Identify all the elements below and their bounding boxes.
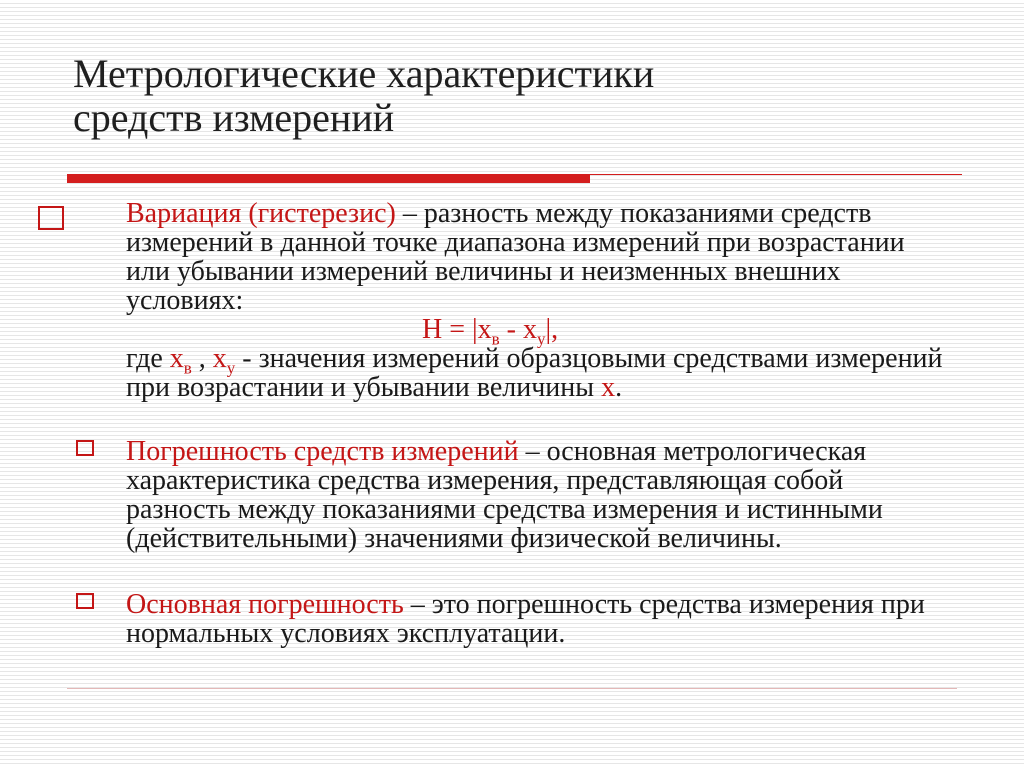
where-description: - значения измерений образцовыми средствами измерений при возрастании и убывании величины: [126, 343, 943, 403]
term-basic-error: Основная погрешность: [126, 589, 404, 620]
title-underline-thick: [67, 174, 590, 183]
title-underline-thin: [590, 174, 962, 175]
square-bullet-icon: [76, 440, 94, 456]
where-x1: x: [169, 343, 184, 374]
where-sep: ,: [191, 343, 213, 374]
footer-rule: [67, 688, 957, 689]
where-x2-sub: у: [226, 358, 236, 378]
slide-title-line-1: Метрологические характеристики: [73, 51, 655, 96]
where-x2: x: [212, 343, 227, 374]
definition-error: – основная метрологическая характеристика средства измерения, представляющая собой разность между показаниями средства измерения и истинными (действительными) значениями физической величины.: [126, 436, 883, 554]
where-pre: где: [126, 343, 170, 374]
slide-title: [73, 52, 973, 140]
square-bullet-icon: [38, 206, 64, 230]
square-bullet-icon: [76, 593, 94, 609]
bullet-item-variation: [126, 199, 946, 402]
formula-hysteresis: [126, 314, 946, 349]
formula-rhs: |,: [545, 314, 559, 345]
term-error: Погрешность средств измерений: [126, 436, 519, 467]
where-end: .: [615, 372, 623, 403]
term-variation: Вариация (гистерезис): [126, 198, 396, 229]
formula-mid: - x: [499, 314, 537, 345]
formula-sub-1: в: [491, 329, 500, 349]
slide-title-line-2: средств измерений: [73, 95, 395, 140]
formula-sub-2: у: [536, 329, 546, 349]
formula-lhs: H = |x: [422, 314, 492, 345]
definition-basic-error: – это погрешность средства измерения при нормальных условиях эксплуатации.: [126, 589, 925, 649]
where-x1-sub: в: [183, 358, 192, 378]
bullet-item-error: [126, 437, 946, 553]
where-variable: x: [601, 372, 616, 403]
bullet-item-basic-error: [126, 590, 946, 648]
definition-variation: – разность между показаниями средств измерений в данной точке диапазона измерений при возрастании или убывании измерений величины и неизменных внешних условиях:: [126, 198, 905, 316]
